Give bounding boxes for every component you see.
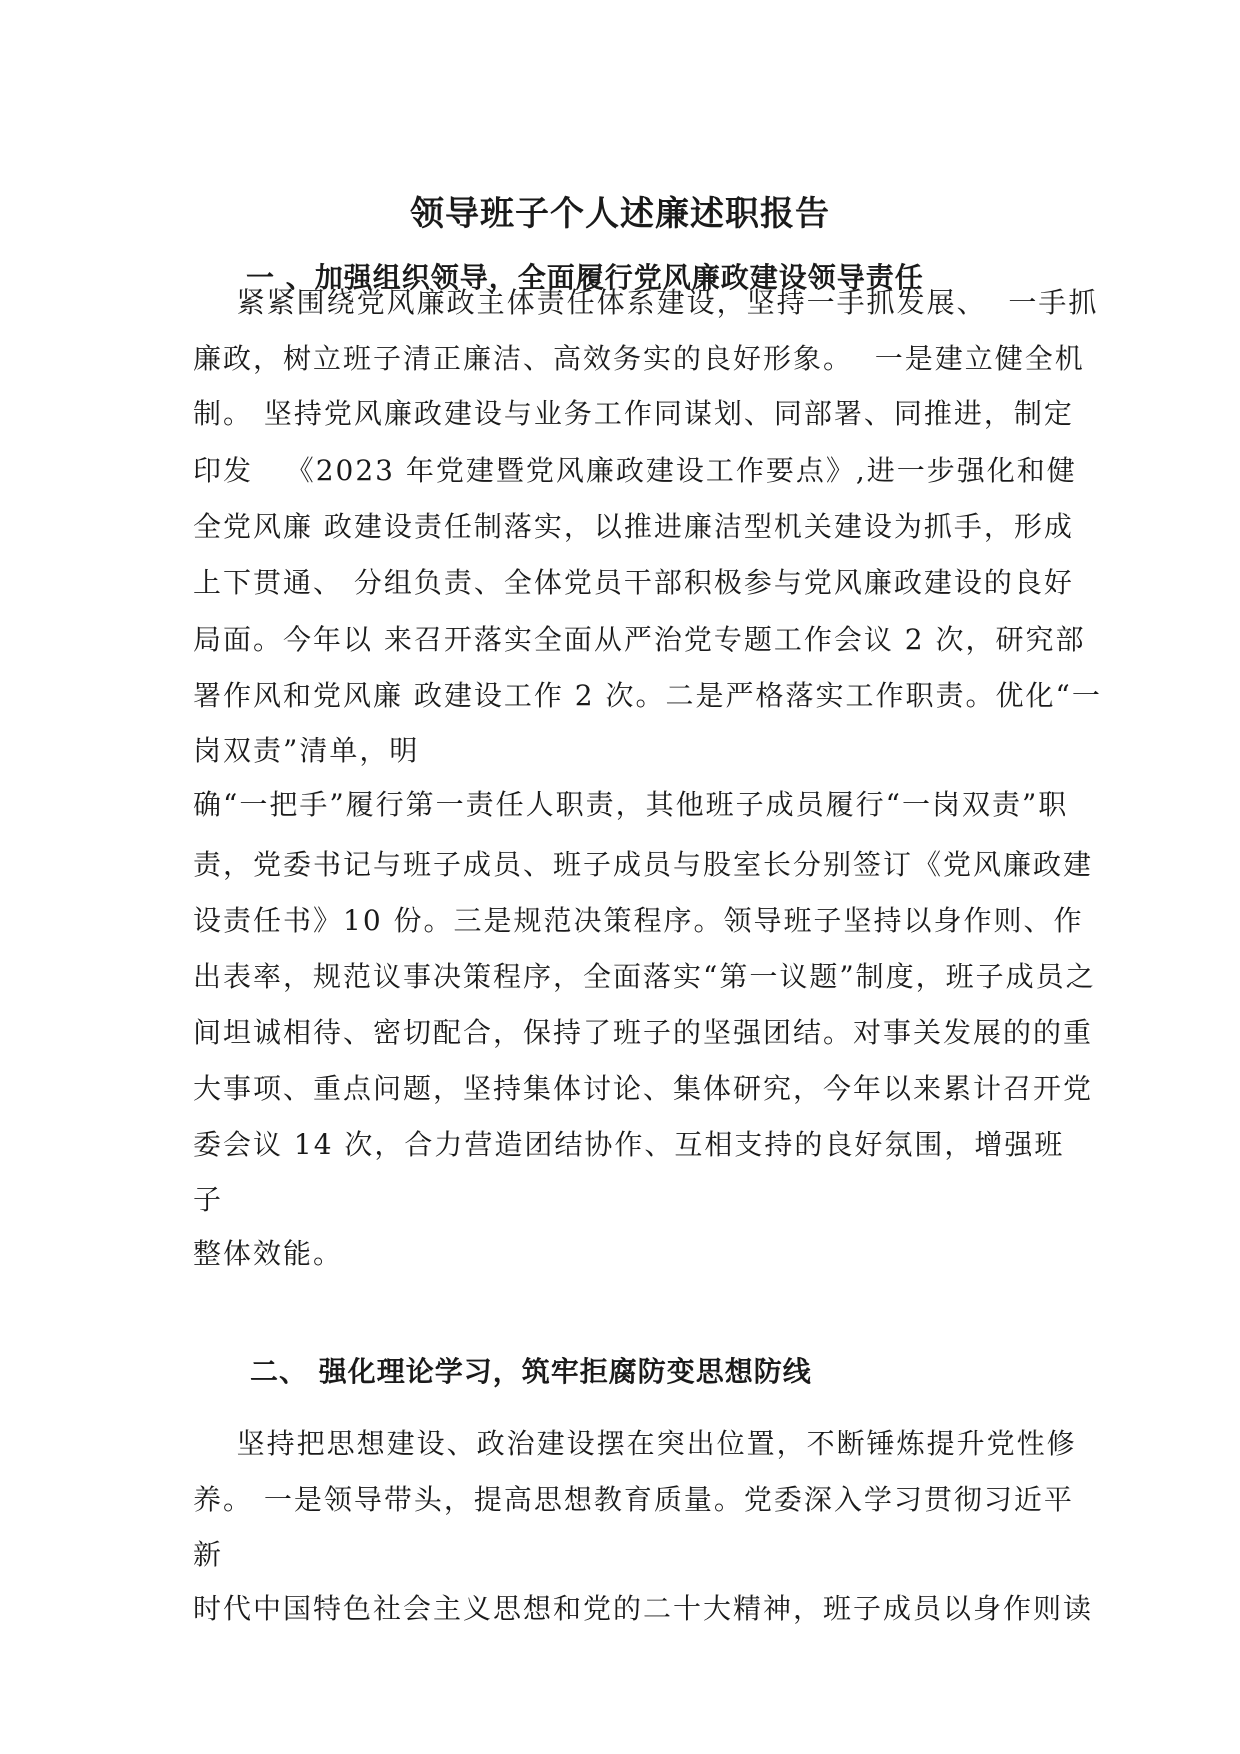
section-heading-2: 二、 强化理论学习，筑牢拒腐防变思想防线 [250, 1355, 812, 1388]
paragraph-line: 设责任书》10 份。三是规范决策程序。领导班子坚持以身作则、作 [193, 904, 1084, 937]
paragraph-line: 制。 坚持党风廉政建设与业务工作同谋划、同部署、同推进，制定 [193, 397, 1074, 430]
section-heading-1: 一 、加强组织领导，全面履行党风廉政建设领导责任 [246, 261, 924, 294]
paragraph-line: 大事项、重点问题，坚持集体讨论、集体研究，今年以来累计召开党 [193, 1072, 1094, 1105]
paragraph-line: 印发 《2023 年党建暨党风廉政建设工作要点》,进一步强化和健 [193, 454, 1077, 487]
paragraph-line: 委会议 14 次，合力营造团结协作、互相支持的良好氛围，增强班 [193, 1128, 1065, 1161]
paragraph-line: 整体效能。 [193, 1237, 344, 1270]
paragraph-line: 出表率，规范议事决策程序，全面落实“第一议题”制度，班子成员之 [193, 960, 1096, 993]
paragraph-line: 上下贯通、 分组负责、全体党员干部积极参与党风廉政建设的良好 [193, 566, 1074, 599]
paragraph-line: 坚持把思想建设、政治建设摆在突出位置，不断锤炼提升党性修 [193, 1427, 1077, 1460]
paragraph-line: 署作风和党风廉 政建设工作 2 次。二是严格落实工作职责。优化“一 [193, 679, 1102, 712]
paragraph-line: 间坦诚相待、密切配合，保持了班子的坚强团结。对事关发展的的重 [193, 1016, 1094, 1049]
paragraph-line: 岗双责”清单，明 [193, 734, 420, 767]
paragraph-line: 廉政，树立班子清正廉洁、高效务实的良好形象。 一是建立健全机 [193, 342, 1085, 375]
paragraph-line: 责，党委书记与班子成员、班子成员与股室长分别签订《党风廉政建 [193, 848, 1094, 881]
paragraph-line: 养。 一是领导带头，提高思想教育质量。党委深入学习贯彻习近平 [193, 1483, 1074, 1516]
paragraph-line: 确“一把手”履行第一责任人职责，其他班子成员履行“一岗双责”职 [193, 788, 1069, 821]
paragraph-line: 时代中国特色社会主义思想和党的二十大精神，班子成员以身作则读 [193, 1592, 1094, 1625]
paragraph-line: 全党风廉 政建设责任制落实，以推进廉洁型机关建设为抓手，形成 [193, 510, 1074, 543]
paragraph-line: 子 [193, 1183, 224, 1216]
paragraph-line: 新 [193, 1538, 224, 1571]
paragraph-line: 紧紧围绕党风廉政主体责任体系建设，坚持一手抓发展、 一手抓 [193, 286, 1099, 319]
document-title: 领导班子个人述廉述职报告 [410, 194, 830, 234]
paragraph-line: 局面。今年以 来召开落实全面从严治党专题工作会议 2 次，研究部 [193, 623, 1086, 656]
